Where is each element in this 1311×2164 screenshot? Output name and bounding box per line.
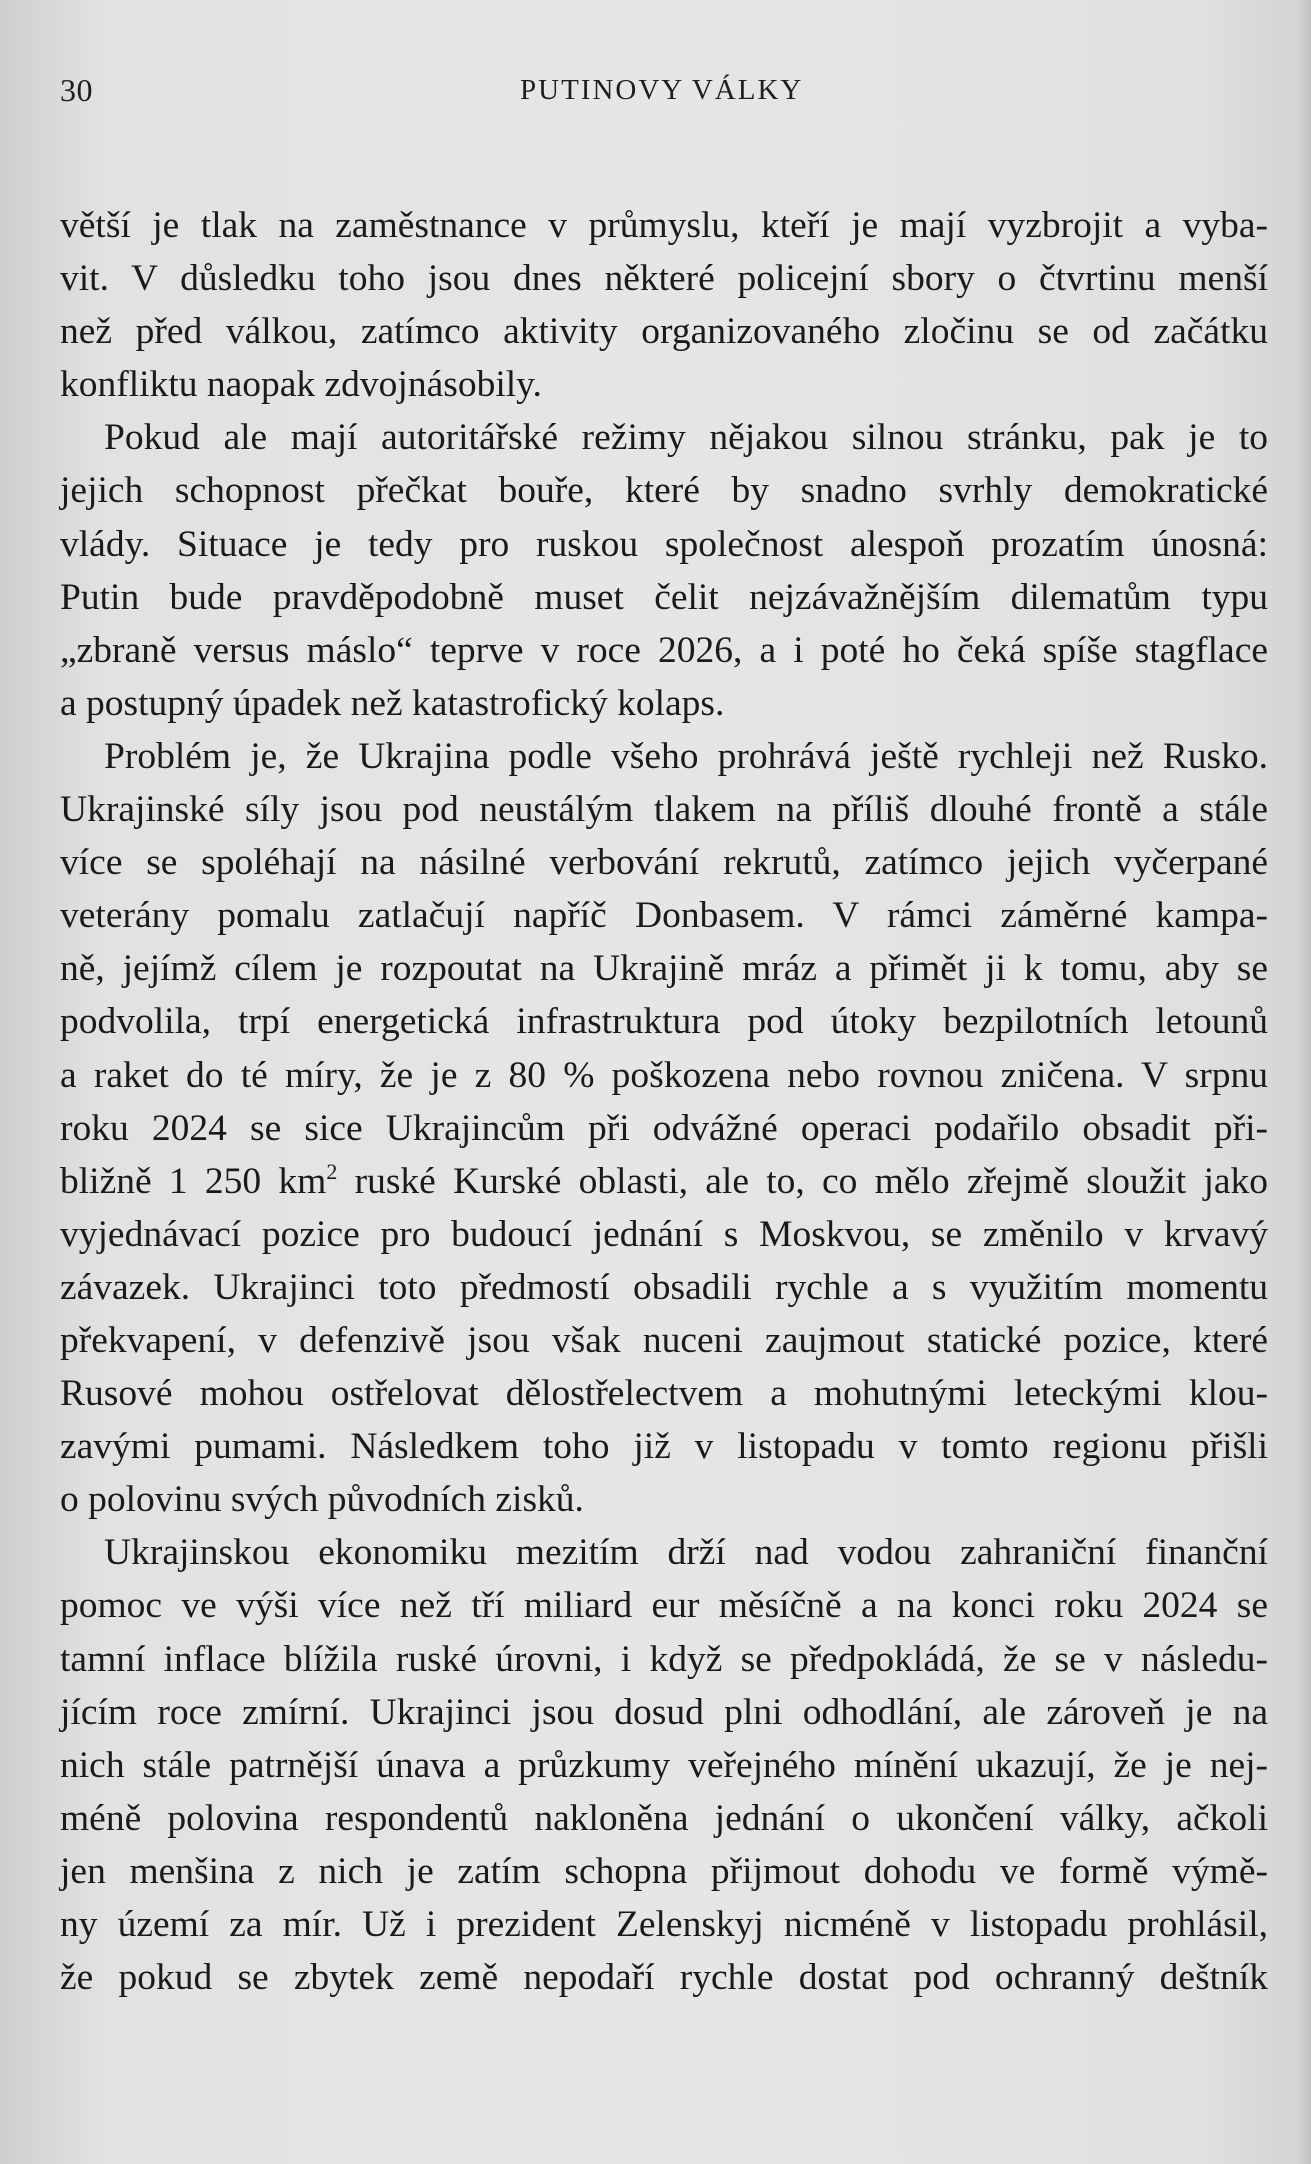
text-line: Ukrajinskou ekonomiku mezitím drží nad vodou zahraniční finanční xyxy=(104,1532,1268,1574)
text-line: Rusové mohou ostřelovat dělostřelectvem a mohutnými leteckými klou- xyxy=(60,1373,1268,1415)
superscript: 2 xyxy=(326,1158,338,1184)
paragraph-3 xyxy=(60,730,1268,1526)
text-line: ně, jejímž cílem je rozpoutat na Ukrajině mráz a přimět ji k tomu, aby se xyxy=(60,948,1268,990)
text-line: závazek. Ukrajinci toto předmostí obsadili rychle a s využitím momentu xyxy=(60,1266,1268,1308)
paragraph-2 xyxy=(60,411,1268,730)
text-line: Problém je, že Ukrajina podle všeho prohrává ještě rychleji než Rusko. xyxy=(104,735,1268,777)
text-line: ny území za mír. Už i prezident Zelenskyj nicméně v listopadu prohlásil, xyxy=(60,1904,1268,1945)
text-line: jen menšina z nich je zatím schopna přijmout dohodu ve formě výmě- xyxy=(60,1850,1268,1892)
text-line: vlády. Situace je tedy pro ruskou společnost alespoň prozatím únosná: xyxy=(60,523,1268,565)
text-line: více se spoléhají na násilné verbování rekrutů, zatímco jejich vyčerpané xyxy=(60,842,1268,884)
line-start: bližně 1 250 km xyxy=(60,1160,327,1202)
text-line: pomoc ve výši více než tří miliard eur měsíčně a na konci roku 2024 se xyxy=(60,1585,1268,1627)
text-line: a postupný úpadek než katastrofický kolaps. xyxy=(60,682,725,724)
text-line: veterány pomalu zatlačují napříč Donbasem. V rámci záměrné kampa- xyxy=(60,895,1268,937)
text-line-with-superscript xyxy=(60,1155,1268,1208)
text-line: jícím roce zmírní. Ukrajinci jsou dosud plni odhodlání, ale zároveň je na xyxy=(60,1691,1268,1733)
text-line: že pokud se zbytek země nepodaří rychle dostat pod ochranný deštník xyxy=(60,1957,1268,1999)
text-line: Putin bude pravděpodobně muset čelit nejzávažnějším dilematům typu xyxy=(60,576,1268,618)
text-line: tamní inflace blížila ruské úrovni, i když se předpokládá, že se v následu- xyxy=(60,1638,1268,1680)
text-line: nich stále patrnější únava a průzkumy veřejného mínění ukazují, že je nej- xyxy=(60,1744,1268,1786)
text-line: Ukrajinské síly jsou pod neustálým tlakem na příliš dlouhé frontě a stále xyxy=(60,789,1268,831)
text-line: zavými pumami. Následkem toho již v listopadu v tomto regionu přišli xyxy=(60,1426,1268,1468)
page-number: 30 xyxy=(60,72,93,108)
book-title: PUTINOVY VÁLKY xyxy=(520,74,804,106)
text-line: o polovinu svých původních zisků. xyxy=(60,1479,584,1521)
text-line: než před válkou, zatímco aktivity organizovaného zločinu se od začátku xyxy=(60,311,1268,353)
text-line: „zbraně versus máslo“ teprve v roce 2026, a i poté ho čeká spíše stagflace xyxy=(60,629,1268,671)
text-line: jejich schopnost přečkat bouře, které by snadno svrhly demokratické xyxy=(60,470,1268,512)
text-line: Pokud ale mají autoritářské režimy nějakou silnou stránku, pak je to xyxy=(104,417,1268,459)
text-line: vyjednávací pozice pro budoucí jednání s Moskvou, se změnilo v krvavý xyxy=(60,1213,1268,1255)
line-end: ruské Kurské oblasti, ale to, co mělo zřejmě sloužit jako xyxy=(337,1160,1269,1202)
text-line: větší je tlak na zaměstnance v průmyslu, kteří je mají vyzbrojit a vyba- xyxy=(60,205,1268,246)
running-head xyxy=(60,72,1260,122)
text-line: konfliktu naopak zdvojnásobily. xyxy=(60,364,542,406)
text-line: podvolila, trpí energetická infrastruktura pod útoky bezpilotních letounů xyxy=(60,1001,1268,1043)
text-line: méně polovina respondentů nakloněna jednání o ukončení války, ačkoli xyxy=(60,1797,1268,1839)
paragraph-1 xyxy=(60,199,1268,411)
text-line: a raket do té míry, že je z 80 % poškozena nebo rovnou zničena. V srpnu xyxy=(60,1054,1268,1096)
text-line: překvapení, v defenzivě jsou však nuceni zaujmout statické pozice, které xyxy=(60,1319,1268,1361)
page-edge-shadow xyxy=(1297,0,1311,2164)
text-line: vit. V důsledku toho jsou dnes některé policejní sbory o čtvrtinu menší xyxy=(60,258,1268,300)
text-line: roku 2024 se sice Ukrajincům při odvážné operaci podařilo obsadit při- xyxy=(60,1107,1268,1149)
paragraph-4 xyxy=(60,1526,1268,2004)
body-text xyxy=(60,199,1268,2004)
